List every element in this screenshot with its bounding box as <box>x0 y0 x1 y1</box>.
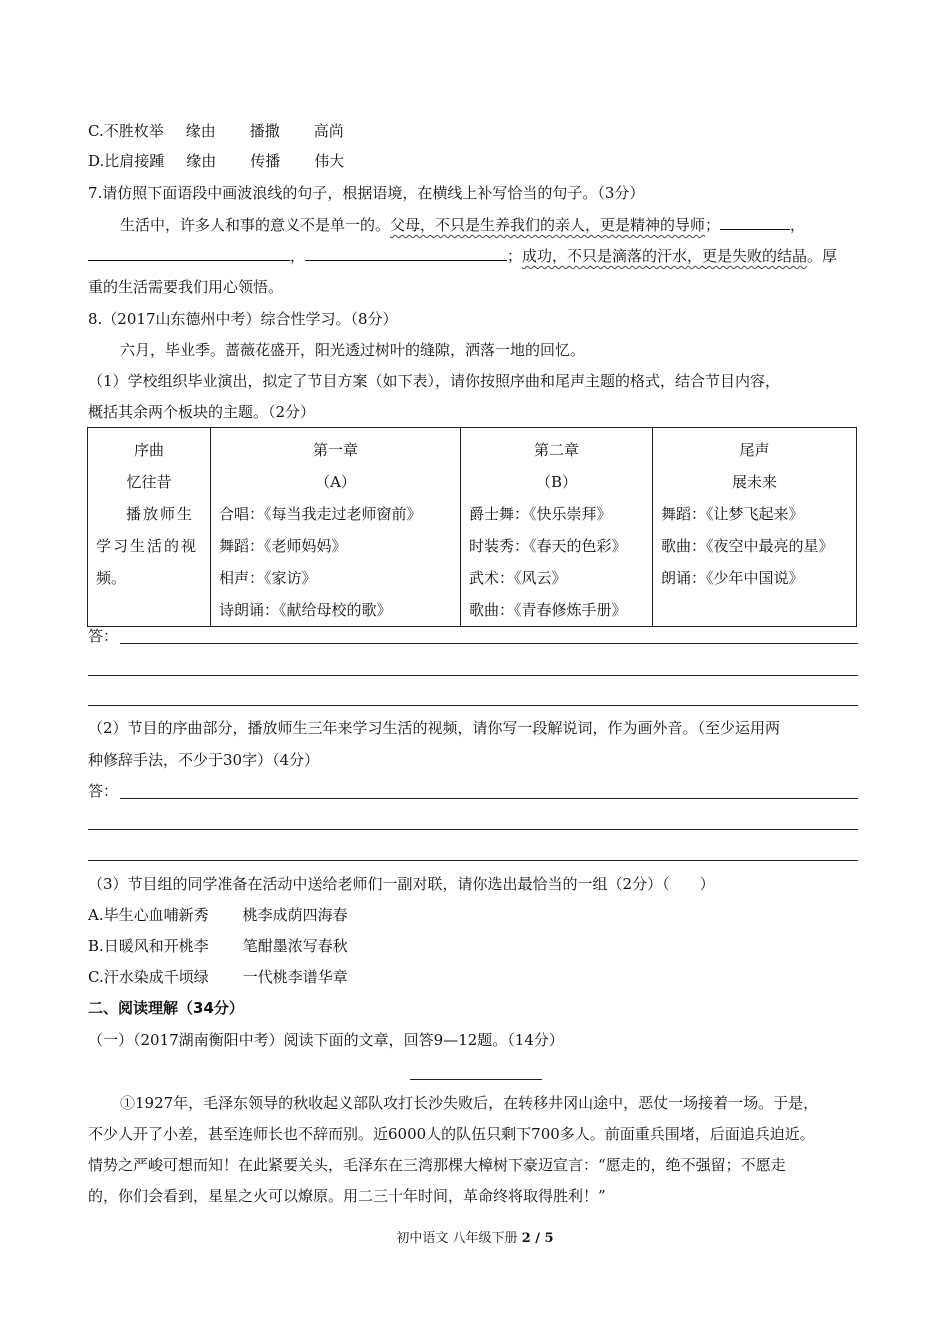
answer-line[interactable] <box>120 798 858 799</box>
table-heading: 第二章 <box>533 441 579 459</box>
fill-blank[interactable] <box>720 215 790 230</box>
q8-sub3: （3）节目组的同学准备在活动中送给老师们一副对联，请你选出最恰当的一组（2分）（ ） <box>88 875 715 893</box>
article-paragraph-line: ①1927年，毛泽东领导的秋收起义部队攻打长沙失败后，在转移井冈山途中，恶仗一场接着一场。于是， <box>120 1094 819 1112</box>
fill-blank[interactable] <box>88 246 290 261</box>
article-paragraph-line: 的，你们会看到，星星之火可以燎原。用二三十年时间，革命终将取得胜利！” <box>88 1187 606 1205</box>
section-heading: 二、阅读理解（34分） <box>88 999 244 1017</box>
table-heading: 第一章 <box>312 441 358 459</box>
table-theme: （B） <box>535 473 578 491</box>
table-heading: 尾声 <box>739 441 770 459</box>
q8-sub1-line2: 概括其余两个板块的主题。（2分） <box>88 403 316 421</box>
article-paragraph-line: 情势之严峻可想而知！在此紧要关头，毛泽东在三湾那棵大樟树下豪迈宣言：“愿走的，绝不强留；不愿走 <box>88 1156 786 1174</box>
page-footer <box>0 1230 950 1248</box>
q8-intro: 六月，毕业季。蔷薇花盛开，阳光透过树叶的缝隙，洒落一地的回忆。 <box>120 341 586 359</box>
option-label: C.不胜枚举 <box>88 122 164 140</box>
answer-line[interactable] <box>88 829 858 830</box>
footer-text: 初中语文 八年级下册 <box>396 1231 522 1246</box>
answer-line[interactable] <box>88 860 858 861</box>
q8-option-a: A.毕生心血哺新秀 桃李成荫四海春 <box>88 906 348 924</box>
wavy-sentence: 父母，不只是生养我们的亲人，更是精神的导师 <box>390 216 706 234</box>
table-cell-prelude: 序曲 忆往昔 播放师生 学习生活的视 频。 <box>88 428 211 627</box>
q8-sub2-line2: 种修辞手法，不少于30字）（4分） <box>88 751 320 769</box>
program-item: 舞蹈：《让梦飞起来》 <box>661 505 804 523</box>
article-title-blank[interactable] <box>410 1079 542 1080</box>
answer-label: 答： <box>88 627 119 645</box>
q7-stem: 7.请仿照下面语段中画波浪线的句子，根据语境，在横线上补写恰当的句子。（3分） <box>88 184 645 202</box>
q6-option-d: D.比肩接踵 缘由 传播 伟大 <box>88 152 345 170</box>
fill-blank[interactable] <box>305 246 507 261</box>
program-item: 歌曲：《夜空中最亮的星》 <box>661 537 834 555</box>
q7-paragraph-line1: 生活中，许多人和事的意义不是单一的。父母，不只是生养我们的亲人，更是精神的导师； ， <box>120 216 806 234</box>
table-theme: （A） <box>315 473 356 491</box>
q8-sub2-line1: （2）节目的序曲部分，播放师生三年来学习生活的视频，请你写一段解说词，作为画外音。（至少运用两 <box>88 719 781 737</box>
answer-line[interactable] <box>120 643 858 644</box>
page-number: 2 / 5 <box>521 1231 554 1246</box>
program-item: 合唱：《每当我走过老师窗前》 <box>219 505 422 523</box>
table-theme: 展未来 <box>731 473 777 491</box>
option-label: D.比肩接踵 <box>88 152 165 170</box>
q6-option-c: C.不胜枚举 缘由 播撒 高尚 <box>88 122 344 140</box>
answer-line[interactable] <box>88 705 858 706</box>
program-item: 歌曲：《青春修炼手册》 <box>469 601 627 619</box>
program-item: 诗朗诵：《献给母校的歌》 <box>219 601 392 619</box>
program-item: 朗诵：《少年中国说》 <box>661 569 804 587</box>
table-theme: 忆往昔 <box>126 473 172 491</box>
wavy-sentence: 成功，不只是滴落的汗水，更是失败的结晶 <box>522 247 808 265</box>
table-cell-epilogue <box>653 428 857 627</box>
article-paragraph-line: 不少人开了小差，甚至连师长也不辞而别。近6000人的队伍只剩下700多人。前面重兵围堵，后面追兵迫近。 <box>88 1125 815 1143</box>
program-item: 时装秀：《春天的色彩》 <box>469 537 627 555</box>
q8-sub1-line1: （1）学校组织毕业演出，拟定了节目方案（如下表），请你按照序曲和尾声主题的格式，结合节目内容， <box>88 372 781 390</box>
q8-option-c: C.汗水染成千顷绿 一代桃李谱华章 <box>88 968 348 986</box>
program-table <box>87 427 857 627</box>
answer-label: 答： <box>88 782 119 800</box>
program-item: 舞蹈：《老师妈妈》 <box>219 537 347 555</box>
q8-option-b: B.日暖风和开桃李 笔酣墨浓写春秋 <box>88 937 348 955</box>
q7-paragraph-line2: ， ；成功，不只是滴落的汗水，更是失败的结晶。厚 <box>88 246 837 266</box>
table-cell-chapter2 <box>461 428 653 627</box>
table-cell-chapter1 <box>211 428 461 627</box>
section-subheading: （一）（2017湖南衡阳中考）阅读下面的文章，回答9—12题。（14分） <box>88 1031 564 1049</box>
program-item: 相声：《家访》 <box>219 569 317 587</box>
q7-paragraph-line3: 重的生活需要我们用心领悟。 <box>88 278 284 296</box>
answer-line[interactable] <box>88 675 858 676</box>
table-heading: 序曲 <box>133 441 164 459</box>
program-item: 爵士舞：《快乐崇拜》 <box>469 505 612 523</box>
program-item: 武术：《风云》 <box>469 569 567 587</box>
q8-stem: 8.（2017山东德州中考）综合性学习。（8分） <box>88 310 398 328</box>
